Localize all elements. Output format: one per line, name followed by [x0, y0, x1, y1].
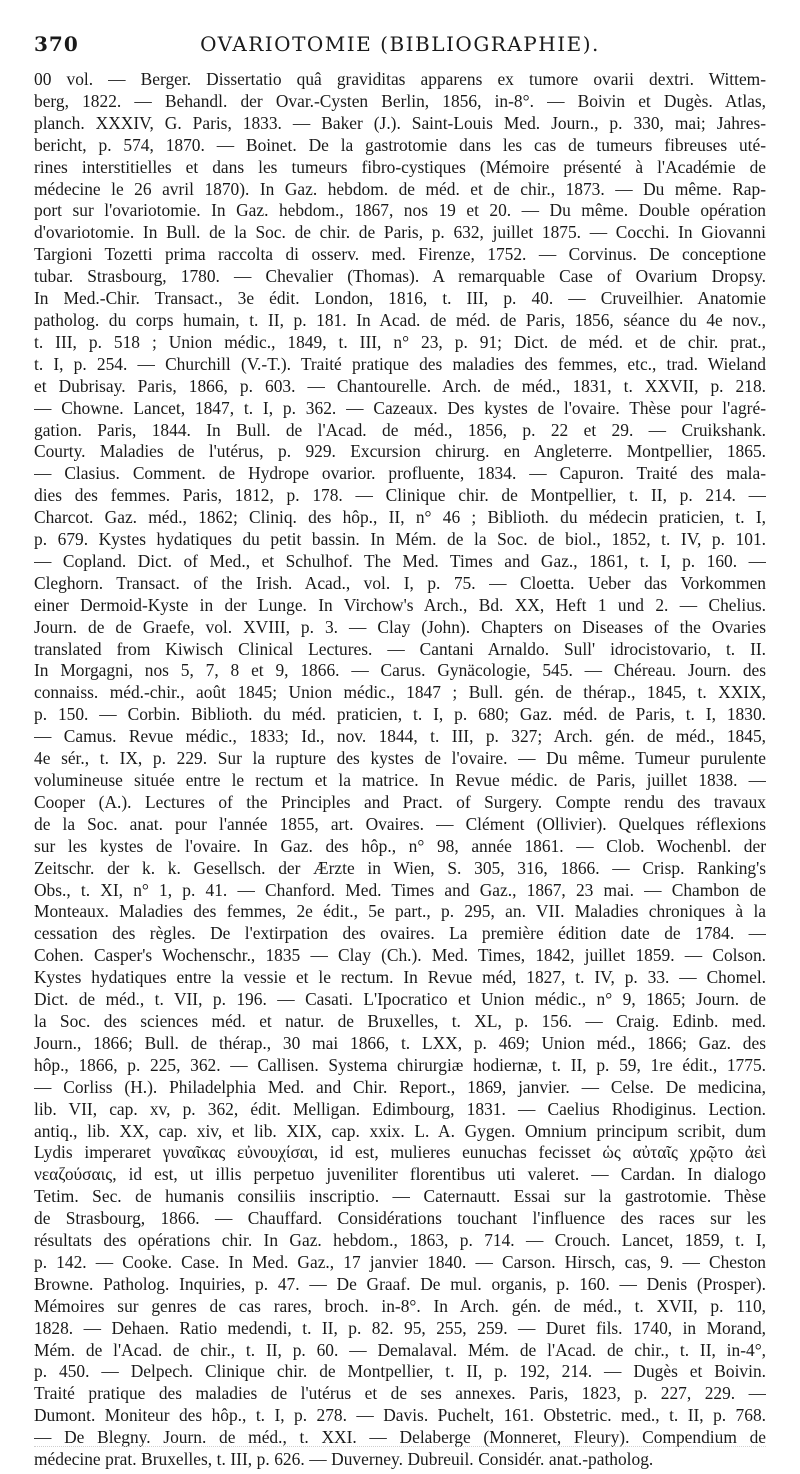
text-line: planch. XXXIV, G. Paris, 1833. — Baker (J.). Saint-Louis Med. Journ., p. 330, mai; Jahres- — [34, 112, 766, 133]
text-line: hôp., 1866, p. 225, 362. — Callisen. Systema chirurgiæ hodiernæ, t. II, p. 59, 1re édit., 1775. — [34, 1054, 766, 1075]
text-line: Targioni Tozetti prima raccolta di osserv. med. Firenze, 1752. — Corvinus. De conceptione — [34, 244, 766, 265]
footer-rule — [34, 1446, 766, 1447]
text-line: Browne. Patholog. Inquiries, p. 47. — De Graaf. De mul. organis, p. 160. — Denis (Prosper). — [34, 1273, 766, 1294]
page-number: 370 — [34, 32, 79, 56]
text-line: Tetim. Sec. de humanis consiliis inscriptio. — Caternautt. Essai sur la gastrotomie. Thèse — [34, 1186, 766, 1207]
text-line: p. 142. — Cooke. Case. In Med. Gaz., 17 janvier 1840. — Carson. Hirsch, cas, 9. — Cheston — [34, 1251, 766, 1272]
text-line: résultats des opérations chir. In Gaz. hebdom., 1863, p. 714. — Crouch. Lancet, 1859, t. I, — [34, 1230, 766, 1251]
text-line: rines interstitielles et dans les tumeurs fibro-cystiques (Mémoire présenté à l'Académie de — [34, 156, 766, 177]
text-line: lib. VII, cap. xv, p. 362, édit. Melligan. Edimbourg, 1831. — Caelius Rhodiginus. Lection. — [34, 1098, 766, 1119]
text-line: In Med.-Chir. Transact., 3e édit. London, 1816, t. III, p. 40. — Cruveilhier. Anatomie — [34, 288, 766, 309]
text-line: connaiss. méd.-chir., août 1845; Union médic., 1847 ; Bull. gén. de thérap., 1845, t. XXIX, — [34, 682, 766, 703]
text-line: — Corliss (H.). Philadelphia Med. and Chir. Report., 1869, janvier. — Celse. De medicina, — [34, 1076, 766, 1097]
text-line: Monteaux. Maladies des femmes, 2e édit., 5e part., p. 295, an. VII. Maladies chroniques à la — [34, 901, 766, 922]
text-line: νεαζούσαις, id est, ut illis perpetuo juveniliter florentibus uti valeret. — Cardan. In dialogo — [34, 1164, 766, 1185]
text-line: médecine prat. Bruxelles, t. III, p. 626. — Duverney. Dubreuil. Considér. anat.-patholog. — [34, 1449, 654, 1470]
text-line: In Morgagni, nos 5, 7, 8 et 9, 1866. — Carus. Gynäcologie, 545. — Chéreau. Journ. des — [34, 660, 766, 681]
text-line: et Dubrisay. Paris, 1866, p. 603. — Chantourelle. Arch. de méd., 1831, t. XXVII, p. 218. — [34, 375, 766, 396]
running-title: OVARIOTOMIE (BIBLIOGRAPHIE). — [200, 32, 600, 56]
text-line: Kystes hydatiques entre la vessie et le rectum. In Revue méd, 1827, t. IV, p. 33. — Chomel. — [34, 967, 766, 988]
text-line: Dumont. Moniteur des hôp., t. I, p. 278. — Davis. Puchelt, 161. Obstetric. med., t. II, p. 768. — [34, 1405, 766, 1426]
text-line: einer Dermoid-Kyste in der Lunge. In Virchow's Arch., Bd. XX, Heft 1 und 2. — Chelius. — [34, 594, 766, 615]
text-line: — Clasius. Comment. de Hydrope ovarior. profluente, 1834. — Capuron. Traité des mala- — [34, 463, 766, 484]
text-line: 1828. — Dehaen. Ratio medendi, t. II, p. 82. 95, 255, 259. — Duret fils. 1740, in Morand, — [34, 1317, 766, 1338]
page-header — [34, 30, 766, 60]
text-line: antiq., lib. XX, cap. xiv, et lib. XIX, cap. xxix. L. A. Gygen. Omnium principum scribit, dum — [34, 1120, 766, 1141]
text-line: Traité pratique des maladies de l'utérus et de ses annexes. Paris, 1823, p. 227, 229. — — [34, 1383, 766, 1404]
text-line: — Copland. Dict. of Med., et Schulhof. The Med. Times and Gaz., 1861, t. I, p. 160. — — [34, 550, 766, 571]
text-line: Courty. Maladies de l'utérus, p. 929. Excursion chirurg. en Angleterre. Montpellier, 1865. — [34, 441, 766, 462]
text-line: de Strasbourg, 1866. — Chauffard. Considérations touchant l'influence des races sur les — [34, 1208, 766, 1229]
text-line: Cohen. Casper's Wochenschr., 1835 — Clay (Ch.). Med. Times, 1842, juillet 1859. — Colson. — [34, 945, 766, 966]
text-line: Mémoires sur genres de cas rares, broch. in-8°. In Arch. gén. de méd., t. XVII, p. 110, — [34, 1295, 766, 1316]
text-line: Cleghorn. Transact. of the Irish. Acad., vol. I, p. 75. — Cloetta. Ueber das Vorkommen — [34, 572, 766, 593]
text-line: Zeitschr. der k. k. Gesellsch. der Ærzte in Wien, S. 305, 316, 1866. — Crisp. Ranking's — [34, 857, 766, 878]
text-line: Journ., 1866; Bull. de thérap., 30 mai 1866, t. LXX, p. 469; Union méd., 1866; Gaz. des — [34, 1032, 766, 1053]
text-line: d'ovariotomie. In Bull. de la Soc. de chir. de Paris, p. 632, juillet 1875. — Cocchi. In Giovanni — [34, 222, 766, 243]
text-line: la Soc. des sciences méd. et natur. de Bruxelles, t. XL, p. 156. — Craig. Edinb. med. — [34, 1010, 766, 1031]
text-line: t. I, p. 254. — Churchill (V.-T.). Traité pratique des maladies des femmes, etc., trad. Wieland — [34, 353, 766, 374]
text-line: volumineuse située entre le rectum et la matrice. In Revue médic. de Paris, juillet 1838. — — [34, 770, 766, 790]
text-line: gation. Paris, 1844. In Bull. de l'Acad. de méd., 1856, p. 22 et 29. — Cruikshank. — [34, 419, 766, 440]
text-line: Lydis imperaret γυναῖκας εὐνουχίσαι, id est, mulieres eunuchas fecisset ὡς αὐταῖς χρῷτο ἀεὶ — [34, 1142, 766, 1163]
text-line: translated from Kiwisch Clinical Lectures. — Cantani Arnaldo. Sull' idrocistovario, t. II. — [34, 638, 766, 659]
text-line: cessation des règles. De l'extirpation des ovaires. La première édition date de 1784. — — [34, 923, 766, 944]
text-line: médecine le 26 avril 1870). In Gaz. hebdom. de méd. et de chir., 1873. — Du même. Rap- — [34, 178, 766, 199]
text-line: Obs., t. XI, n° 1, p. 41. — Chanford. Med. Times and Gaz., 1867, 23 mai. — Chambon de — [34, 879, 766, 900]
text-line: tubar. Strasbourg, 1780. — Chevalier (Thomas). A remarquable Case of Ovarium Dropsy. — [34, 266, 766, 287]
text-line: 00 vol. — Berger. Dissertatio quâ graviditas apparens ex tumore ovarii dextri. Wittem- — [34, 69, 766, 89]
text-line: — De Blegny. Journ. de méd., t. XXI. — Delaberge (Monneret, Fleury). Compendium de — [34, 1427, 766, 1448]
text-line: p. 150. — Corbin. Biblioth. du méd. praticien, t. I, p. 680; Gaz. méd. de Paris, t. I, 1830. — [34, 704, 766, 725]
text-line: berg, 1822. — Behandl. der Ovar.-Cysten Berlin, 1856, in-8°. — Boivin et Dugès. Atlas, — [34, 90, 766, 111]
text-line: p. 450. — Delpech. Clinique chir. de Montpellier, t. II, p. 192, 214. — Dugès et Boivin. — [34, 1361, 766, 1382]
text-line: — Chowne. Lancet, 1847, t. I, p. 362. — Cazeaux. Des kystes de l'ovaire. Thèse pour l'agré- — [34, 397, 766, 418]
text-line: 4e sér., t. IX, p. 229. Sur la rupture des kystes de l'ovaire. — Du même. Tumeur purulente — [34, 748, 766, 769]
text-line: port sur l'ovariotomie. In Gaz. hebdom., 1867, nos 19 et 20. — Du même. Double opération — [34, 200, 766, 221]
text-line: Dict. de méd., t. VII, p. 196. — Casati. L'Ipocratico et Union médic., n° 9, 1865; Journ. de — [34, 989, 766, 1010]
text-line: p. 679. Kystes hydatiques du petit bassin. In Mém. de la Soc. de biol., 1852, t. IV, p. 101. — [34, 529, 766, 550]
text-line: sur les kystes de l'ovaire. In Gaz. des hôp., n° 98, année 1861. — Clob. Wochenbl. der — [34, 835, 766, 856]
text-line: patholog. du corps humain, t. II, p. 181. In Acad. de méd. de Paris, 1856, séance du 4e nov., — [34, 309, 766, 330]
text-line: Mém. de l'Acad. de chir., t. II, p. 60. — Demalaval. Mém. de l'Acad. de chir., t. II, in-4°, — [34, 1339, 766, 1360]
text-line: t. III, p. 518 ; Union médic., 1849, t. III, n° 23, p. 91; Dict. de méd. et de chir. prat., — [34, 331, 766, 352]
text-line: Charcot. Gaz. méd., 1862; Cliniq. des hôp., II, n° 46 ; Biblioth. du médecin praticien, t. I, — [34, 507, 766, 528]
text-line: dies des femmes. Paris, 1812, p. 178. — Clinique chir. de Montpellier, t. II, p. 214. — — [34, 485, 766, 506]
text-line: — Camus. Revue médic., 1833; Id., nov. 1844, t. III, p. 327; Arch. gén. de méd., 1845, — [34, 726, 766, 747]
text-line: Cooper (A.). Lectures of the Principles and Pract. of Surgery. Compte rendu des travaux — [34, 791, 766, 812]
text-line: bericht, p. 574, 1870. — Boinet. De la gastrotomie dans les cas de tumeurs fibreuses uté- — [34, 134, 766, 155]
text-line: de la Soc. anat. pour l'année 1855, art. Ovaires. — Clément (Ollivier). Quelques réflexions — [34, 813, 766, 834]
bibliography-text — [34, 69, 766, 1471]
text-line: Journ. de de Graefe, vol. XVIII, p. 3. — Clay (John). Chapters on Diseases of the Ovaries — [34, 616, 766, 637]
